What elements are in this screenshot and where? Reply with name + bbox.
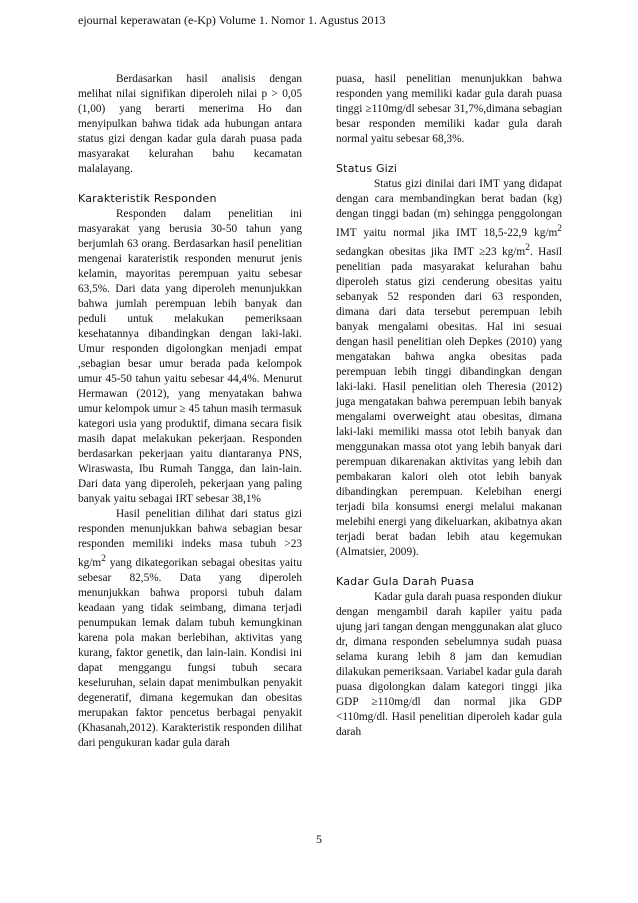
text-segment: sedangkan obesitas jika IMT ≥23 kg/m	[336, 245, 526, 258]
superscript: 2	[525, 242, 530, 253]
journal-header: ejournal keperawatan (e-Kp) Volume 1. Nomor 1. Agustus 2013	[78, 13, 386, 27]
text-segment: Hasil penelitian dilihat dari status gizi responden menunjukkan bahwa sebagian besar responden memiliki indeks masa tubuh >23 kg/m	[78, 508, 302, 569]
paragraph-status-gizi	[336, 177, 562, 560]
superscript: 2	[557, 224, 562, 234]
paragraph-responden: Responden dalam penelitian ini masyarakat yang berusia 30-50 tahun yang berjumlah 63 orang. Berdasarkan hasil penelitian mengenai karateristik responden menurut jenis kelamin, mayoritas perempuan yaitu sebesar 63,5%. Dari data yang diperoleh menunjukkan bahwa jumlah perempuan lebih banyak dan peduli untuk melakukan pemeriksaan kesehatannya dibandingkan dengan laki-laki. Umur responden digolongkan menjadi empat ,sebagian besar umur berada pada kelompok umur 45-50 tahun yaitu sebesar 44,4%. Menurut Hermawan (2012), yang menyatakan bahwa umur kelompok umur ≥ 45 tahun masih termasuk kategori usia yang produktif, dimana secara fisik masih dapat melakukan pekerjaan. Responden berdasarkan pekerjaan yaitu diantaranya PNS, Wiraswasta, Ibu Rumah Tangga, dan lain-lain. Dari data yang diperoleh, pekerjaan yang paling banyak yaitu sebagai IRT sebesar 38,1%	[78, 208, 302, 505]
paragraph-continuation: puasa, hasil penelitian menunjukkan bahwa responden yang memiliki kadar gula darah puasa tinggi ≥110mg/dl sebesar 31,7%,dimana sebagian besar responden memiliki kadar gula darah normal yaitu sebesar 68,3%.	[336, 73, 562, 145]
heading-status-gizi: Status Gizi	[336, 162, 398, 175]
text-segment: Status gizi dinilai dari IMT yang didapat dengan cara membandingkan berat badan (kg) dengan tinggi badan (m) sehingga penggolongan IMT yaitu normal jika IMT 18,5-22,9 kg/m	[336, 178, 562, 239]
text-segment: . Hasil penelitian pada masyarakat kelurahan bahu diperoleh status gizi cenderung obesitas yaitu sebanyak 52 responden dari 63 responden, dimana dari data tersebut perempuan lebih banyak mengalami obesitas. Hal ini sesuai dengan hasil penelitian oleh Depkes (2010) yang mengatakan bahwa angka obesitas pada perempuan lebih tinggi dibandingkan dengan laki-laki. Hasil penelitian oleh Theresia (2012) juga mengatakan bahwa perempuan lebih banyak mengalami	[336, 245, 563, 423]
heading-kadar-gula-darah-puasa: Kadar Gula Darah Puasa	[336, 574, 475, 588]
term-overweight: overweight	[393, 411, 451, 423]
right-column	[336, 72, 562, 740]
text-segment: yang dikategorikan sebagai obesitas yaitu sebesar 82,5%. Data yang diperoleh menunjukkan bahwa proporsi tubuh dalam keadaan yang tidak seimbang, dimana terjadi penumpukan lemak dalam tubuh kemungkinan karena pola makan berlebihan, aktivitas yang kurang, faktor genetik, dan lain-lain. Kondisi ini dapat menggangu fungsi tubuh secara keseluruhan, selain dapat menimbulkan penyakit degeneratif, dimana kegemukan dan obesitas merupakan faktor pencetus berbagai penyakit (Khasanah,2012). Karakteristik responden dilihat dari pengukuran kadar gula darah	[78, 556, 302, 749]
superscript: 2	[101, 554, 106, 564]
paragraph-analysis: Berdasarkan hasil analisis dengan melihat nilai signifikan diperoleh nilai p > 0,05 (1,00) yang berarti menerima Ho dan menyipulkan bahwa tidak ada hubungan antara status gizi dengan kadar gula darah puasa pada masyarakat kelurahan bahu kecamatan malalayang.	[78, 73, 302, 175]
heading-karakteristik-responden: Karakteristik Responden	[78, 192, 217, 205]
text-segment: atau obesitas, dimana laki-laki memiliki massa otot lebih banyak dan menggunakan massa otot yang lebih banyak dari perempuan dikarenakan aktivitas yang lebih dan pembakaran kalori oleh otot lebih banyak dibandingkan perempuan. Kelebihan energi terjadi bila konsumsi energi melalui makanan melebihi energi yang dikeluarkan, akibatnya akan terjadi berat badan lebih atau kegemukan (Almatsier, 2009).	[336, 410, 563, 558]
left-column	[78, 72, 302, 751]
paragraph-kadar-gula: Kadar gula darah puasa responden diukur dengan mengambil darah kapiler yaitu pada ujung jari tangan dengan menggunakan alat gluco dr, dimana responden sebelumnya sudah puasa selama kurang lebih 8 jam dan kemudian dilakukan pemeriksaan. Variabel kadar gula darah puasa digolongkan dalam kategori tinggi jika GDP ≥110mg/dl dan normal jika GDP <110mg/dl. Hasil penelitian diperoleh kadar gula darah	[336, 590, 562, 738]
page-number: 5	[316, 832, 322, 846]
paragraph-status-gizi-result	[78, 507, 302, 751]
